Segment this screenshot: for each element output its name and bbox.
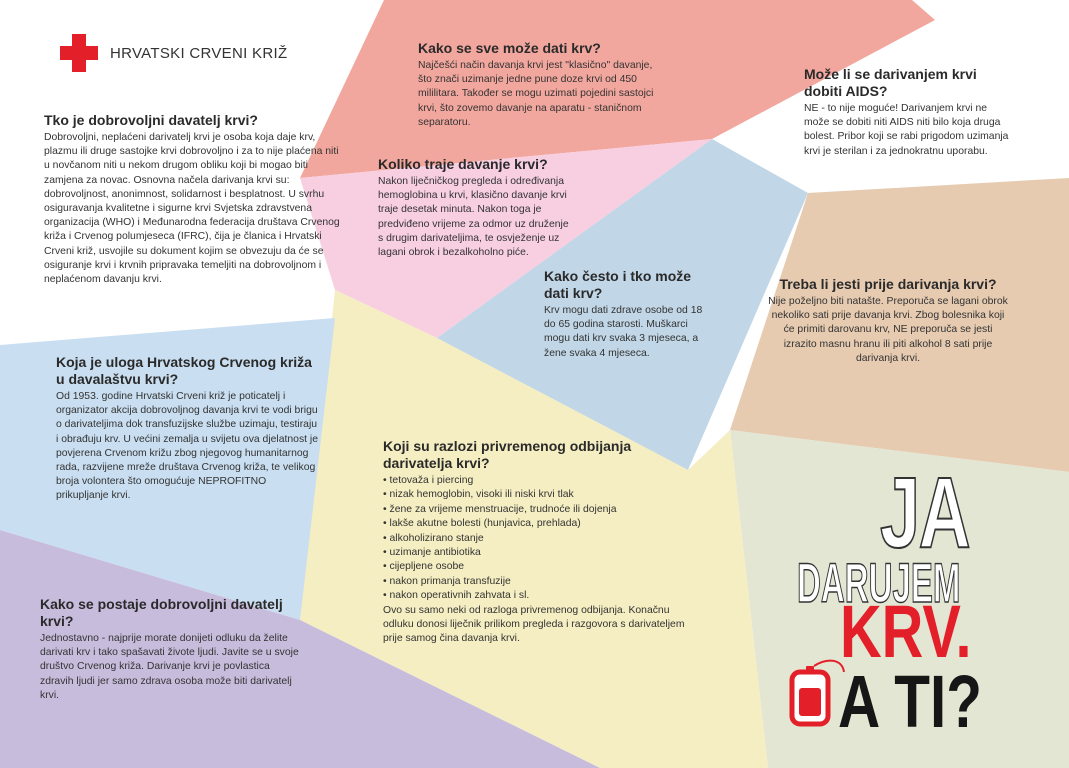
list-item: • nakon primanja transfuzije bbox=[383, 575, 695, 589]
list-item: • cijepljene osobe bbox=[383, 560, 695, 574]
section-kako-dati-title: Kako se sve može dati krv? bbox=[418, 40, 601, 56]
section-uloga bbox=[56, 354, 318, 504]
blood-bag-icon bbox=[786, 658, 846, 738]
section-tko bbox=[44, 112, 344, 287]
section-razlozi bbox=[383, 438, 695, 646]
list-item: • nakon operativnih zahvata i sl. bbox=[383, 589, 695, 603]
section-traje-body: Nakon liječničkog pregleda i određivanja hemoglobina u krvi, klasično davanje krvi traje desetak minuta. Nakon toga je predviđeno vrijeme za odmor uz druženje s drugim darivateljima, te osvježenje uz lagani obrok i bezalkoholno piće. bbox=[378, 176, 569, 259]
red-cross-logo bbox=[60, 34, 287, 72]
list-item: • lakše akutne bolesti (hunjavica, prehlada) bbox=[383, 517, 695, 531]
section-postaje-title: Kako se postaje dobrovoljni davatelj krvi? bbox=[40, 596, 283, 629]
section-uloga-title: Koja je uloga Hrvatskog Crvenog križa u davalaštvu krvi? bbox=[56, 354, 312, 387]
section-postaje-body: Jednostavno - najprije morate donijeti odluku da želite darivati krv i tako spašavati živote ljudi. Javite se u svoje društvo Crvenog križa. Darivanje krvi je povlastica zdravih ljudi jer samo zdrava osoba može biti darivatelj krvi. bbox=[40, 633, 299, 701]
section-cesto-body: Krv mogu dati zdrave osobe od 18 do 65 godina starosti. Muškarci mogu dati krv svaka 3 mjeseca, a žene svaka 4 mjeseca. bbox=[544, 305, 703, 359]
section-razlozi-footer: Ovo su samo neki od razloga privremenog odbijanja. Konačnu odluku donosi liječnik prilikom pregleda i razgovora s darivateljem prije samog čina davanja krvi. bbox=[383, 604, 685, 645]
section-cesto-title: Kako često i tko može dati krv? bbox=[544, 268, 692, 301]
list-item: • tetovaža i piercing bbox=[383, 474, 695, 488]
list-item: • žene za vrijeme menstruacije, trudnoće ili dojenja bbox=[383, 503, 695, 517]
section-tko-body: Dobrovoljni, neplaćeni darivatelj krvi je osoba koja daje krv, plazmu ili druge sastojke krvi dobrovoljno i za to nije plaćena niti u novčanom niti u nekom drugom obliku koji bi mogao biti zamjena za novac. Osnovna načela darivanja krvi su: dobrovoljnost, anonimnost, solidarnost i besplatnost. U svrhu osiguravanja kvalitetne i sigurne krvi Svjetska zdravstvena organizacija (WHO) i Međunarodna federacija društava Crvenog križa i Crvenog polumjeseca (IFRC), čija je članica i Hrvatski Crveni križ, usvojile su dokument kojim se obvezuju da će se osiguranje krvi i krvnih pripravaka temeljiti na dobrovoljnom i neplaćenom davanju krvi. bbox=[44, 132, 340, 286]
slogan-ja: JA bbox=[880, 457, 970, 569]
red-cross-icon bbox=[60, 34, 98, 72]
section-postaje bbox=[40, 596, 306, 703]
section-aids-body: NE - to nije moguće! Darivanjem krvi ne može se dobiti niti AIDS niti bilo koja druga bolest. Pribor koji se rabi prigodom uzimanja krvi je sterilan i za jednokratnu uporabu. bbox=[804, 103, 1009, 157]
section-traje bbox=[378, 156, 574, 260]
section-kako-dati bbox=[418, 40, 664, 130]
logo-text: HRVATSKI CRVENI KRIŽ bbox=[110, 44, 288, 62]
list-item: • nizak hemoglobin, visoki ili niski krvi tlak bbox=[383, 488, 695, 502]
section-jesti bbox=[768, 276, 1008, 366]
slogan-krv: KRV. bbox=[840, 590, 972, 673]
list-item: • alkoholizirano stanje bbox=[383, 532, 695, 546]
section-cesto bbox=[544, 268, 704, 361]
section-razlozi-title: Koji su razlozi privremenog odbijanja darivatelja krvi? bbox=[383, 438, 632, 471]
section-jesti-body: Nije poželjno biti natašte. Preporuča se lagani obrok nekoliko sati prije davanja krvi. Zbog bolesnika koji će primiti darovanu krv, NE preporuča se jesti izrazito masnu hranu ili piti alkohol 8 sati prije darivanja krvi. bbox=[768, 296, 1008, 364]
section-jesti-title: Treba li jesti prije darivanja krvi? bbox=[779, 276, 997, 292]
slogan-darujem: DARUJEM bbox=[797, 551, 961, 614]
section-uloga-body: Od 1953. godine Hrvatski Crveni križ je poticatelj i organizator akcija dobrovoljnog davanja krvi te vodi brigu o darivateljima dok transfuzijske službe uzimaju, testiraju i obrađuju krv. U većini zemalja u svijetu ova djelatnost je povjerena Crvenom križu zbog njegovog humanitarnog rada, razvijene mreže društava Crvenog križa, te velikog broja volontera što omogućuje NEPROFITNO prikupljanje krvi. bbox=[56, 391, 319, 502]
section-aids bbox=[804, 66, 1014, 159]
list-item: • uzimanje antibiotika bbox=[383, 546, 695, 560]
reasons-list bbox=[383, 474, 695, 604]
section-tko-title: Tko je dobrovoljni davatelj krvi? bbox=[44, 112, 258, 128]
slogan-a-ti: A TI? bbox=[838, 660, 982, 743]
section-traje-title: Koliko traje davanje krvi? bbox=[378, 156, 548, 172]
section-aids-title: Može li se darivanjem krvi dobiti AIDS? bbox=[804, 66, 977, 99]
section-kako-dati-body: Najčešći način davanja krvi jest "klasično" davanje, što znači uzimanje jedne pune doze krvi od 450 mililitara. Također se mogu uzimati pojedini sastojci krvi, što zovemo davanje na aparatu - staničnom separatoru. bbox=[418, 60, 654, 128]
